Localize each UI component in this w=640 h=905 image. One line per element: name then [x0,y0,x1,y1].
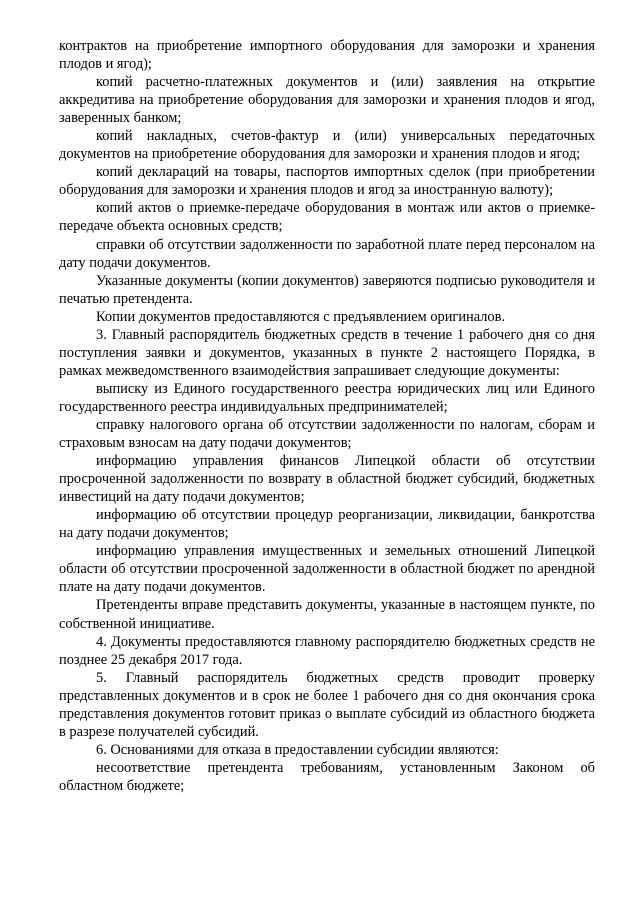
paragraph-section-4: 4. Документы предоставляются главному распорядителю бюджетных средств не позднее 25 декабря 2017 года. [59,633,595,668]
document-page [59,37,595,795]
paragraph-payment-documents: копий расчетно-платежных документов и (или) заявления на открытие аккредитива на приобретение оборудования для заморозки и хранения плодов и ягод, заверенных банком; [59,74,595,127]
paragraph-finance-info: информацию управления финансов Липецкой области об отсутствии просроченной задолженности по возврату в областной бюджет субсидий, бюджетных инвестиций на дату подачи документов; [59,453,595,506]
paragraph-section-5: 5. Главный распорядитель бюджетных средств проводит проверку представленных документов и в срок не более 1 рабочего дня со дня окончания срока представления документов готовит приказ о выплате субсидий из областного бюджета в разрезе получателей субсидий. [59,669,595,740]
paragraph-invoices: копий накладных, счетов-фактур и (или) универсальных передаточных документов на приобретение оборудования для заморозки и хранения плодов и ягод; [59,128,595,163]
paragraph-salary-certificate: справки об отсутствии задолженности по заработной плате перед персоналом на дату подачи документов. [59,236,595,271]
paragraph-own-initiative: Претенденты вправе представить документы, указанные в настоящем пункте, по собственной инициативе. [59,597,595,632]
paragraph-acceptance-acts: копий актов о приемке-передаче оборудования в монтаж или актов о приемке-передаче объекта основных средств; [59,200,595,235]
paragraph-section-3: 3. Главный распорядитель бюджетных средств в течение 1 рабочего дня со дня поступления заявки и документов, указанных в пункте 2 настоящего Порядка, в рамках межведомственного взаимодействия запрашивает следующие документы: [59,326,595,379]
paragraph-certification: Указанные документы (копии документов) заверяются подписью руководителя и печатью претендента. [59,272,595,307]
paragraph-property-info: информацию управления имущественных и земельных отношений Липецкой области об отсутствии просроченной задолженности в областной бюджет по арендной плате на дату подачи документов. [59,543,595,596]
paragraph-tax-certificate: справку налогового органа об отсутствии задолженности по налогам, сборам и страховым взносам на дату подачи документов; [59,416,595,452]
paragraph-reorganization-info: информацию об отсутствии процедур реорганизации, ликвидации, банкротства на дату подачи документов; [59,507,595,542]
paragraph-registry-extract: выписку из Единого государственного реестра юридических лиц или Единого государственного реестра индивидуальных предпринимателей; [59,380,595,415]
paragraph-contracts-continuation: контрактов на приобретение импортного оборудования для заморозки и хранения плодов и ягод); [59,38,595,73]
paragraph-customs-declarations: копий деклараций на товары, паспортов импортных сделок (при приобретении оборудования для заморозки и хранения плодов и ягод за иностранную валюту); [59,164,595,199]
paragraph-noncompliance: несоответствие претендента требованиям, установленным Законом об областном бюджете; [59,759,595,794]
paragraph-section-6: 6. Основаниями для отказа в предоставлении субсидии являются: [96,741,499,758]
paragraph-originals: Копии документов предоставляются с предъявлением оригиналов. [96,308,506,325]
